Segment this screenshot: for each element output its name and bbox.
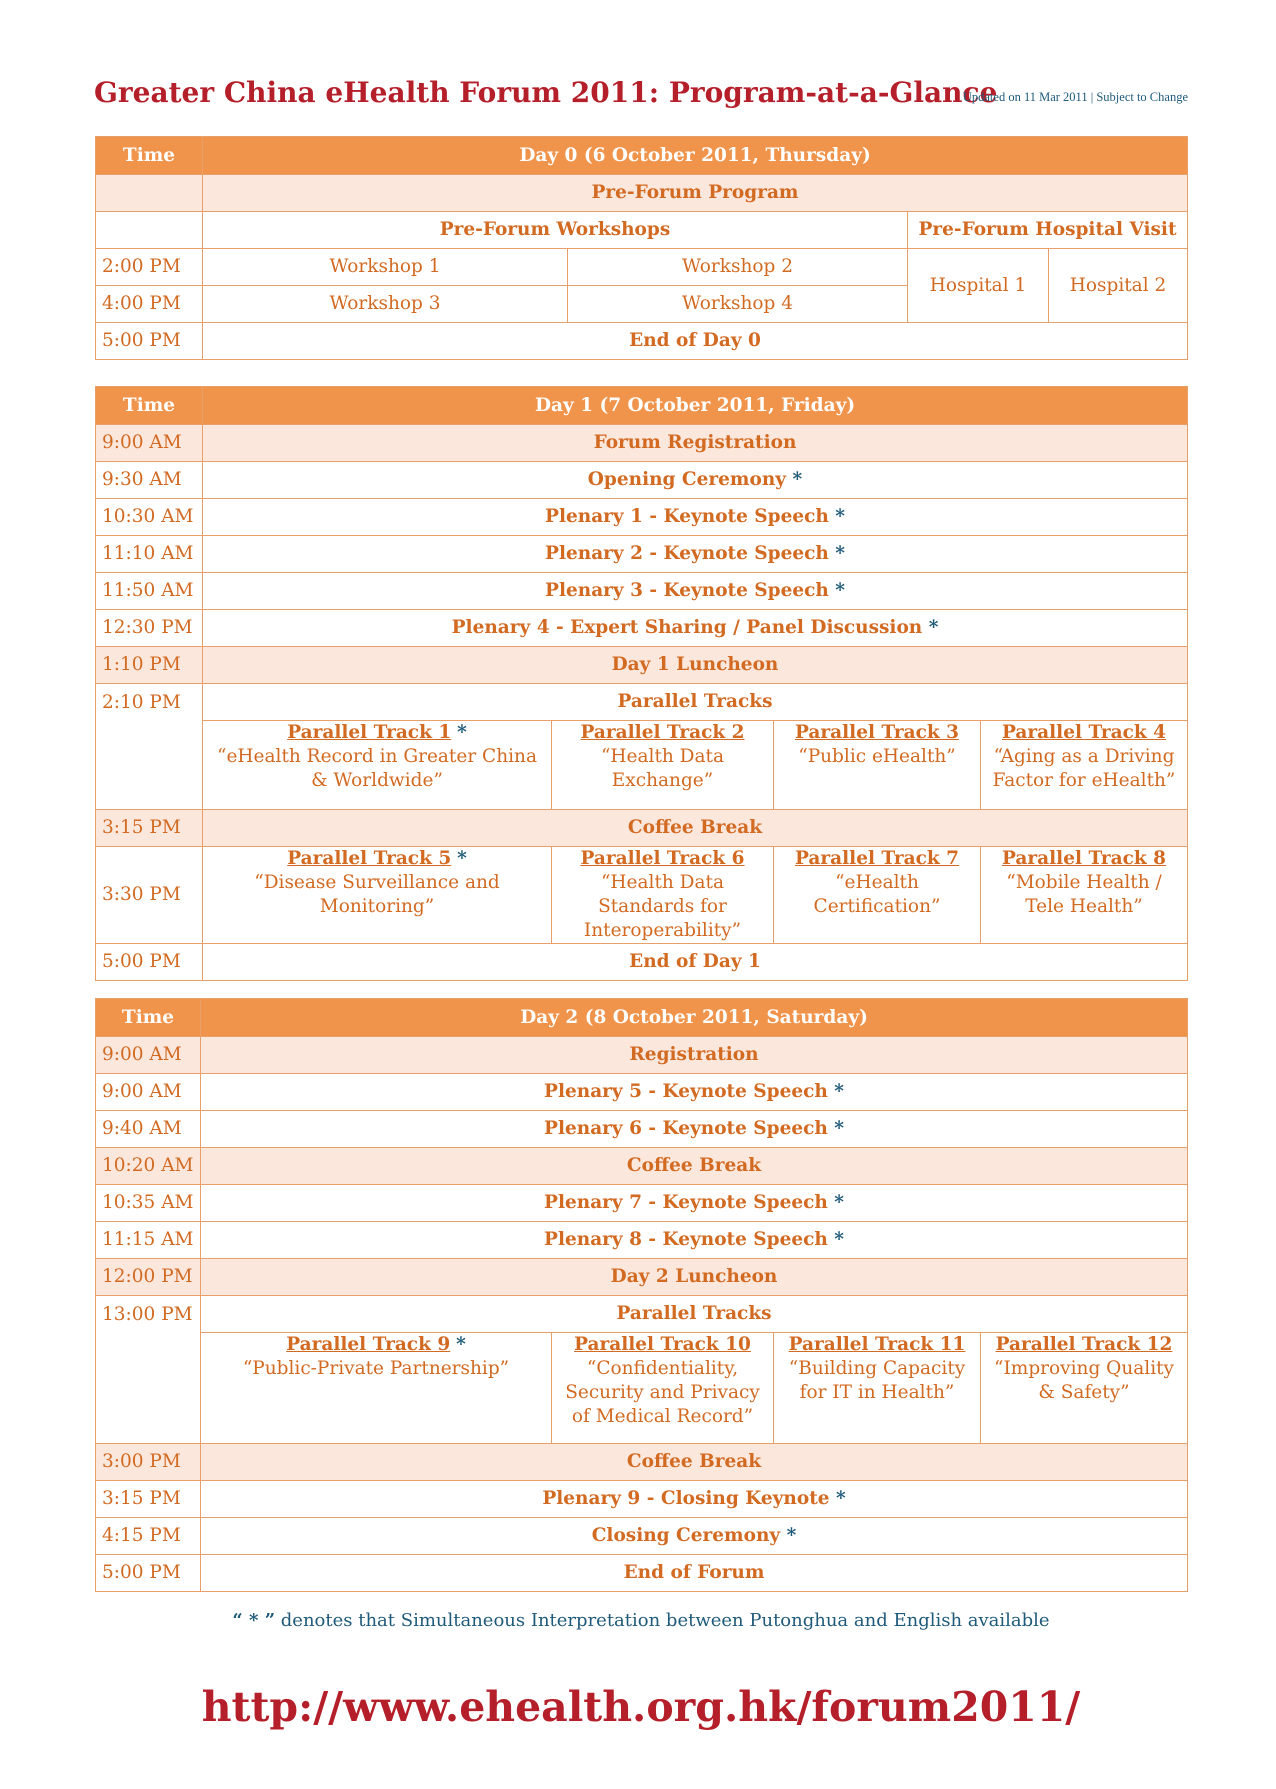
session-label: Closing Ceremony (591, 1525, 781, 1546)
time-cell: 10:30 AM (96, 499, 203, 536)
si-star: * (835, 506, 845, 527)
track-10-link[interactable]: Parallel Track 10 (574, 1334, 751, 1355)
day0-header: Day 0 (6 October 2011, Thursday) (203, 137, 1188, 175)
track-7-link[interactable]: Parallel Track 7 (795, 848, 959, 869)
day2-header: Day 2 (8 October 2011, Saturday) (201, 999, 1188, 1037)
session-label: Plenary 4 - Expert Sharing / Panel Discussion (451, 617, 923, 638)
track-cell (552, 721, 774, 810)
time-header: Time (96, 137, 203, 175)
time-cell: 9:00 AM (96, 425, 203, 462)
forum-url-link[interactable]: http://www.ehealth.org.hk/forum2011/ (201, 1683, 1081, 1731)
track-6-link[interactable]: Parallel Track 6 (580, 848, 745, 869)
session-cell (201, 1259, 1188, 1296)
session-label: Coffee Break (626, 1155, 762, 1176)
track-description: “Health Data Standards for Interoperability” (583, 872, 742, 941)
track-description: “Public-Private Partnership” (242, 1358, 510, 1379)
track-9-link[interactable]: Parallel Track 9 (286, 1334, 451, 1355)
session-cell (201, 1481, 1188, 1518)
track-3-link[interactable]: Parallel Track 3 (795, 722, 959, 743)
si-star: * (834, 1081, 844, 1102)
track-description: “Mobile Health / Tele Health” (1006, 872, 1162, 917)
session-label: Registration (629, 1044, 759, 1065)
empty-cell (96, 175, 203, 212)
session-cell (203, 536, 1188, 573)
track-description: “Improving Quality & Safety” (994, 1358, 1174, 1403)
track-cell (552, 847, 774, 944)
si-star: * (834, 1192, 844, 1213)
end-of-day0: End of Day 0 (203, 323, 1188, 360)
empty-cell (96, 212, 203, 249)
track-description: “Health Data Exchange” (600, 746, 725, 791)
time-cell: 4:15 PM (96, 1518, 201, 1555)
time-cell: 3:15 PM (96, 1481, 201, 1518)
si-star: * (834, 1118, 844, 1139)
session-label: Forum Registration (593, 432, 797, 453)
session-cell (203, 499, 1188, 536)
session-cell (203, 647, 1188, 684)
track-2-link[interactable]: Parallel Track 2 (580, 722, 745, 743)
workshop-3: Workshop 3 (203, 286, 568, 323)
track-cell (981, 847, 1188, 944)
page-title: Greater China eHealth Forum 2011: Program-at-a-Glance (94, 76, 998, 109)
time-cell: 3:00 PM (96, 1444, 201, 1481)
si-star: * (835, 543, 845, 564)
end-of-forum (201, 1555, 1188, 1592)
session-label: Plenary 1 - Keynote Speech (545, 506, 829, 527)
coffee-break: Coffee Break (203, 810, 1188, 847)
time-cell: 3:30 PM (96, 847, 203, 944)
si-star: * (786, 1525, 797, 1546)
update-note: Updated on 11 Mar 2011 | Subject to Change (962, 90, 1188, 104)
session-label: Plenary 6 - Keynote Speech (544, 1118, 828, 1139)
time-cell: 9:00 AM (96, 1037, 201, 1074)
parallel-tracks-label: Parallel Tracks (201, 1296, 1188, 1333)
preforum-workshops-label: Pre-Forum Workshops (203, 212, 908, 249)
time-cell: 13:00 PM (96, 1296, 201, 1444)
day2-table (95, 998, 1188, 1592)
track-description: “Confidentiality, Security and Privacy of Medical Record” (565, 1358, 760, 1427)
time-cell: 5:00 PM (96, 1555, 201, 1592)
hospital-2: Hospital 2 (1049, 249, 1188, 323)
time-cell: 10:20 AM (96, 1148, 201, 1185)
session-label: Plenary 5 - Keynote Speech (544, 1081, 828, 1102)
si-star: * (928, 617, 939, 638)
track-12-link[interactable]: Parallel Track 12 (995, 1334, 1173, 1355)
time-header: Time (96, 999, 201, 1037)
footnote-text: denotes that Simultaneous Interpretation between Putonghua and English available (280, 1610, 1050, 1631)
track-cell (981, 721, 1188, 810)
time-cell: 10:35 AM (96, 1185, 201, 1222)
hospital-1: Hospital 1 (908, 249, 1049, 323)
si-star: * (457, 722, 467, 743)
time-cell: 11:10 AM (96, 536, 203, 573)
session-cell (201, 1111, 1188, 1148)
session-label: Plenary 2 - Keynote Speech (545, 543, 829, 564)
session-cell (201, 1444, 1188, 1481)
session-label: Coffee Break (626, 1451, 762, 1472)
time-cell: 11:50 AM (96, 573, 203, 610)
session-label: Plenary 7 - Keynote Speech (544, 1192, 828, 1213)
time-cell: 9:40 AM (96, 1111, 201, 1148)
track-1-link[interactable]: Parallel Track 1 (287, 722, 452, 743)
session-label: Plenary 3 - Keynote Speech (545, 580, 829, 601)
track-cell (774, 1333, 981, 1444)
track-cell (552, 1333, 774, 1444)
day1-table (95, 386, 1188, 981)
session-cell (201, 1037, 1188, 1074)
si-star: * (835, 580, 845, 601)
session-label: Day 1 Luncheon (611, 654, 779, 675)
session-cell (203, 425, 1188, 462)
track-description: “Disease Surveillance and Monitoring” (254, 872, 500, 917)
time-cell: 9:00 AM (96, 1074, 201, 1111)
time-cell: 11:15 AM (96, 1222, 201, 1259)
workshop-2: Workshop 2 (568, 249, 908, 286)
time-cell: 12:30 PM (96, 610, 203, 647)
track-cell (774, 721, 981, 810)
time-cell: 5:00 PM (96, 323, 203, 360)
preforum-hospital-label: Pre-Forum Hospital Visit (908, 212, 1188, 249)
track-description: “Public eHealth” (798, 746, 956, 767)
track-11-link[interactable]: Parallel Track 11 (788, 1334, 966, 1355)
session-cell (201, 1074, 1188, 1111)
workshop-1: Workshop 1 (203, 249, 568, 286)
track-8-link[interactable]: Parallel Track 8 (1002, 848, 1166, 869)
track-5-link[interactable]: Parallel Track 5 (287, 848, 452, 869)
session-cell (201, 1148, 1188, 1185)
workshop-4: Workshop 4 (568, 286, 908, 323)
session-label: Opening Ceremony (587, 469, 787, 490)
time-cell: 9:30 AM (96, 462, 203, 499)
day0-table (95, 136, 1188, 360)
time-cell: 2:10 PM (96, 684, 203, 810)
track-cell (203, 847, 552, 944)
track-description: “Aging as a Driving Factor for eHealth” (992, 746, 1176, 791)
si-star: * (457, 848, 467, 869)
track-4-link[interactable]: Parallel Track 4 (1002, 722, 1166, 743)
session-label: Plenary 9 - Closing Keynote (542, 1488, 830, 1509)
time-cell: 1:10 PM (96, 647, 203, 684)
si-star: * (456, 1334, 466, 1355)
time-cell: 12:00 PM (96, 1259, 201, 1296)
end-of-day1: End of Day 1 (203, 944, 1188, 981)
time-cell: 4:00 PM (96, 286, 203, 323)
footnote-symbol: “ * ” (232, 1610, 276, 1631)
time-cell: 3:15 PM (96, 810, 203, 847)
track-description: “eHealth Certification” (813, 872, 941, 917)
track-cell (203, 721, 552, 810)
session-cell (203, 610, 1188, 647)
track-description: “Building Capacity for IT in Health” (788, 1358, 966, 1403)
track-cell (774, 847, 981, 944)
time-cell: 5:00 PM (96, 944, 203, 981)
time-cell: 2:00 PM (96, 249, 203, 286)
track-description: “eHealth Record in Greater China & Worldwide” (217, 746, 537, 791)
session-cell (203, 462, 1188, 499)
track-cell (201, 1333, 552, 1444)
time-header: Time (96, 387, 203, 425)
si-star: * (835, 1488, 846, 1509)
track-cell (981, 1333, 1188, 1444)
parallel-tracks-label: Parallel Tracks (203, 684, 1188, 721)
footnote (95, 1610, 1187, 1631)
session-cell (203, 573, 1188, 610)
session-cell (201, 1518, 1188, 1555)
session-cell (201, 1185, 1188, 1222)
day1-header: Day 1 (7 October 2011, Friday) (203, 387, 1188, 425)
si-star: * (792, 469, 803, 490)
session-cell (201, 1222, 1188, 1259)
preforum-program-label: Pre-Forum Program (203, 175, 1188, 212)
session-label: Plenary 8 - Keynote Speech (544, 1229, 828, 1250)
session-label: Day 2 Luncheon (610, 1266, 778, 1287)
session-label: End of Forum (623, 1562, 765, 1583)
si-star: * (834, 1229, 844, 1250)
page-header (94, 76, 1188, 116)
